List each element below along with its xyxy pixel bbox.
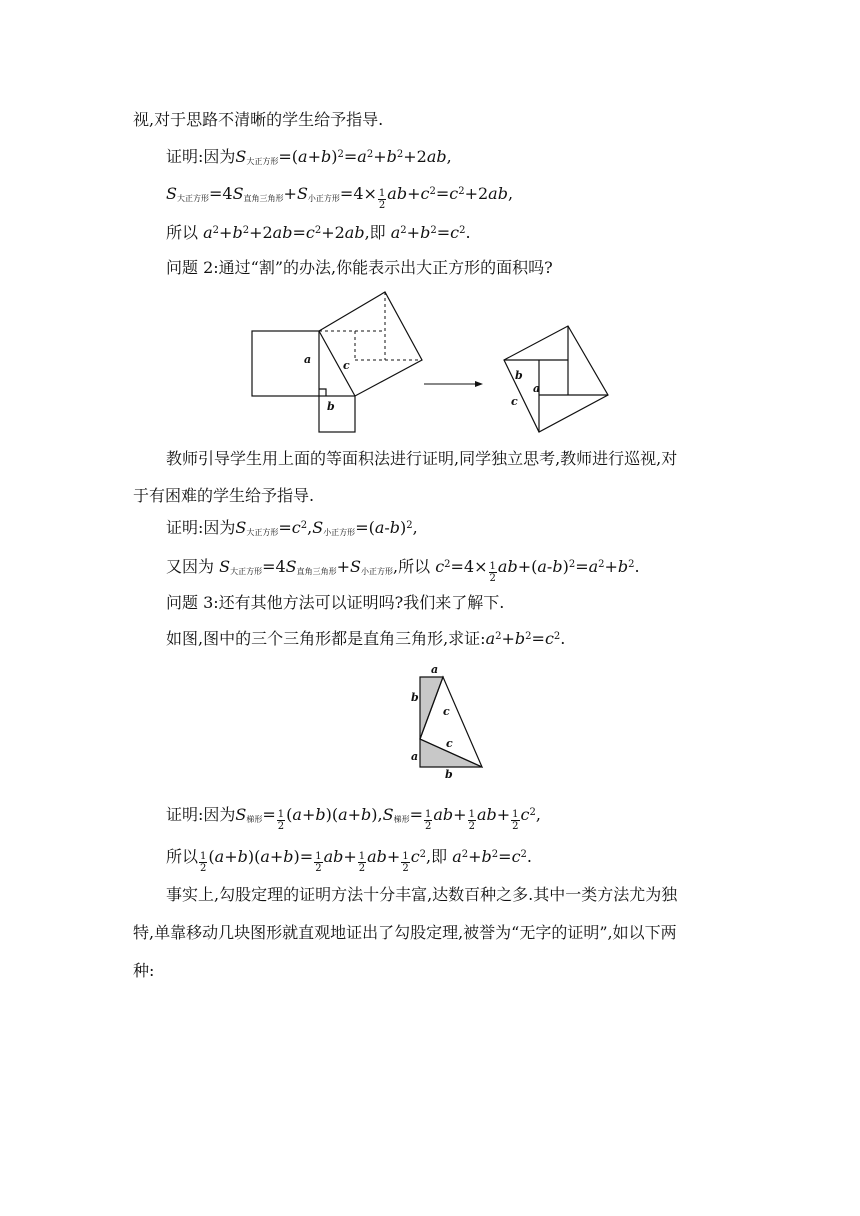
- question-2: 问题 2:通过“割”的办法,你能表示出大正方形的面积吗?: [166, 258, 553, 277]
- label-a: a: [304, 353, 312, 366]
- label-a2: a: [533, 382, 541, 395]
- label-c-top: c: [443, 705, 450, 718]
- label-c2: c: [511, 395, 518, 408]
- text-line: 视,对于思路不清晰的学生给予指导.: [133, 110, 384, 129]
- label-c-bottom: c: [446, 737, 453, 750]
- label-left-a: a: [411, 750, 419, 763]
- fraction: $\frac{1}{2}$: [402, 851, 409, 874]
- label-top-a: a: [431, 663, 439, 676]
- teacher-paragraph: 教师引导学生用上面的等面积法进行证明,同学独立思考,教师进行巡视,对: [166, 449, 678, 468]
- proof-line: 所以 $a^2+b^2+2ab=c^2+2ab$,即 $a^2+b^2=c^2$.: [166, 223, 471, 242]
- fraction: $\frac{1}{2}$: [425, 809, 432, 832]
- proof-line: 证明:因为$S_{大正方形}=c^2,S_{小正方形}=(a-b)^2$,: [166, 518, 418, 537]
- label-b2: b: [515, 369, 523, 382]
- proof-line: $S_{大正方形}=4S_{直角三角形}+S_{小正方形}=4\times$ $\frac{1}{2}$ $ab+c^2=c^2+2ab$,: [166, 184, 514, 211]
- figure-3-intro: 如图,图中的三个三角形都是直角三角形,求证$:a^2+b^2=c^2$.: [166, 629, 566, 648]
- fraction: $\frac{1}{2}$: [200, 851, 207, 874]
- proof-line: 又因为 $S_{大正方形}=4S_{直角三角形}+S_{小正方形}$,所以 $c^2=4\times$ $\frac{1}{2}$ $ab+(a-b)^2=a^2+b^2$.: [166, 557, 640, 584]
- fraction: $\frac{1}{2}$: [315, 851, 322, 874]
- closing-paragraph: 事实上,勾股定理的证明方法十分丰富,达数百种之多.其中一类方法尤为独: [166, 885, 678, 904]
- label-b: b: [327, 400, 335, 413]
- pythagoras-cut-figure: [240, 285, 620, 435]
- label-left-b: b: [411, 691, 419, 704]
- closing-paragraph-cont: 种:: [133, 961, 155, 980]
- proof-line: 证明:因为$S_{梯形}=$ $\frac{1}{2}$ $(a+b)(a+b),S_{梯形}=$ $\frac{1}{2}$ ab+ $\frac{1}{2}$ ab+ $\frac{1}{2}$ $c^2$,: [166, 805, 541, 832]
- label-c: c: [343, 359, 350, 372]
- fraction: $\frac{1}{2}$: [358, 851, 366, 874]
- arrow-head-icon: [475, 381, 483, 387]
- fraction: $\frac{1}{2}$: [378, 188, 386, 211]
- fraction: $\frac{1}{2}$: [512, 809, 519, 832]
- closing-paragraph-cont: 特,单靠移动几块图形就直观地证出了勾股定理,被誉为“无字的证明”,如以下两: [133, 923, 677, 942]
- fraction: $\frac{1}{2}$: [489, 561, 496, 584]
- square-b: [319, 396, 355, 432]
- question-3: 问题 3:还有其他方法可以证明吗?我们来了解下.: [166, 593, 505, 612]
- square-c: [319, 292, 422, 396]
- fraction: $\frac{1}{2}$: [468, 809, 475, 832]
- right-angle-mark: [319, 389, 326, 396]
- proof-line: 证明:因为$S_{大正方形}=(a+b)^2=a^2+b^2+2ab$,: [166, 147, 452, 166]
- fraction: $\frac{1}{2}$: [277, 809, 285, 832]
- teacher-paragraph-cont: 于有困难的学生给予指导.: [133, 486, 315, 505]
- proof-line: 所以 $\frac{1}{2}$ (a+b)(a+b)= $\frac{1}{2}$ ab+ $\frac{1}{2}$ ab+ $\frac{1}{2}$ $c^2$,即 $a^2+b^2=c^2$.: [166, 847, 533, 874]
- trapezoid-figure: [400, 663, 500, 781]
- label-bottom-b: b: [445, 768, 453, 781]
